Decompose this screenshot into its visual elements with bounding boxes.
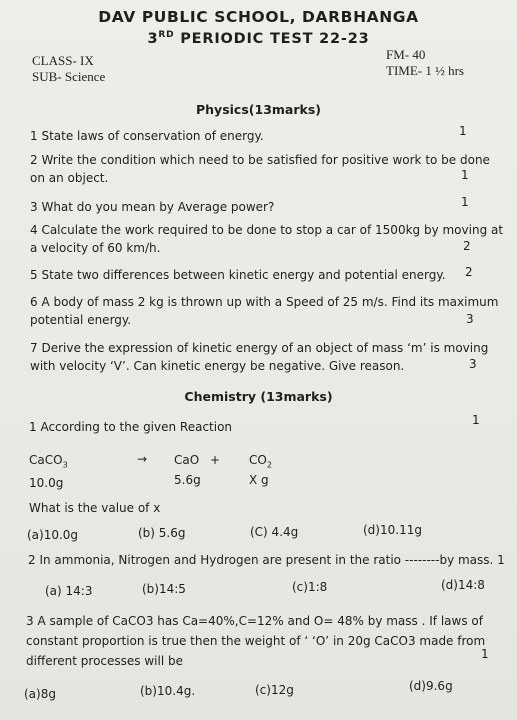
reactant-formula: CaCO$_3$	[29, 453, 68, 470]
physics-q1-marks: 1	[459, 124, 467, 138]
q1-option-c: (C) 4.4g	[250, 525, 299, 539]
q2-option-d: (d)14:8	[441, 578, 485, 592]
chemistry-heading: Chemistry (13marks)	[184, 389, 333, 404]
full-marks-label: FM- 40	[386, 47, 426, 62]
physics-q6-marks: 3	[466, 312, 474, 326]
reactant-mass: 10.0g	[29, 476, 64, 490]
reaction-arrow: →	[137, 452, 148, 466]
physics-heading: Physics(13marks)	[196, 102, 321, 117]
q2-option-a: (a) 14:3	[45, 584, 93, 598]
time-label: TIME- 1 ½ hrs	[386, 63, 464, 78]
q3-option-b: (b)10.4g.	[140, 684, 196, 698]
q2-option-b: (b)14:5	[142, 582, 186, 596]
product-2-formula: $CO_2$	[249, 453, 272, 470]
product-2-mass: X g	[249, 473, 269, 487]
class-label: CLASS- IX	[32, 53, 94, 68]
physics-question-6: 6 A body of mass 2 kg is thrown up with a Speed of 25 m/s. Find its maximum potential energy.	[30, 295, 499, 327]
test-title: 3RD PERIODIC TEST 22-23	[147, 30, 370, 47]
physics-q4-marks: 2	[463, 239, 471, 253]
chemistry-question-3: 3 A sample of CaCO3 has Ca=40%,C=12% and O= 48% by mass . If laws of constant proportion is true then the weight of ‘ ‘O’ in 20g CaCO3 made from different processes will be	[26, 614, 486, 668]
q3-option-a: (a)8g	[24, 687, 56, 701]
physics-question-2: 2 Write the condition which need to be satisfied for positive work to be done on an object.	[30, 153, 490, 185]
school-name: DAV PUBLIC SCHOOL, DARBHANGA	[98, 8, 419, 26]
q1-option-d: (d)10.11g	[363, 523, 422, 537]
physics-q5-marks: 2	[465, 265, 473, 279]
physics-question-3: 3 What do you mean by Average power?	[30, 200, 275, 214]
chemistry-q3-marks: 1	[481, 647, 489, 661]
physics-q7-marks: 3	[469, 357, 477, 371]
physics-question-5: 5 State two differences between kinetic energy and potential energy.	[30, 268, 446, 282]
chemistry-question-2: 2 In ammonia, Nitrogen and Hydrogen are present in the ratio --------by mass. 1	[28, 553, 505, 567]
chemistry-q1-marks: 1	[472, 413, 480, 427]
chemistry-q1-ask: What is the value of x	[29, 501, 161, 515]
physics-question-1: 1 State laws of conservation of energy.	[30, 129, 264, 143]
physics-question-7: 7 Derive the expression of kinetic energy of an object of mass ‘m’ is moving with velocity ‘V’. Can kinetic energy be negative. Give reason.	[30, 341, 489, 373]
product-1-mass: 5.6g	[174, 473, 201, 487]
physics-q2-marks: 1	[461, 168, 469, 182]
q1-option-a: (a)10.0g	[27, 528, 79, 542]
product-1-formula: CaO	[174, 453, 200, 467]
chemistry-question-1: 1 According to the given Reaction	[29, 420, 233, 434]
q3-option-d: (d)9.6g	[409, 679, 453, 693]
reaction-plus: +	[210, 453, 221, 467]
q3-option-c: (c)12g	[255, 683, 294, 697]
physics-q3-marks: 1	[461, 195, 469, 209]
subject-label: SUB- Science	[32, 69, 106, 84]
physics-question-4: 4 Calculate the work required to be done to stop a car of 1500kg by moving at a velocity of 60 km/h.	[30, 223, 504, 255]
q1-option-b: (b) 5.6g	[138, 526, 186, 540]
q2-option-c: (c)1:8	[292, 580, 328, 594]
